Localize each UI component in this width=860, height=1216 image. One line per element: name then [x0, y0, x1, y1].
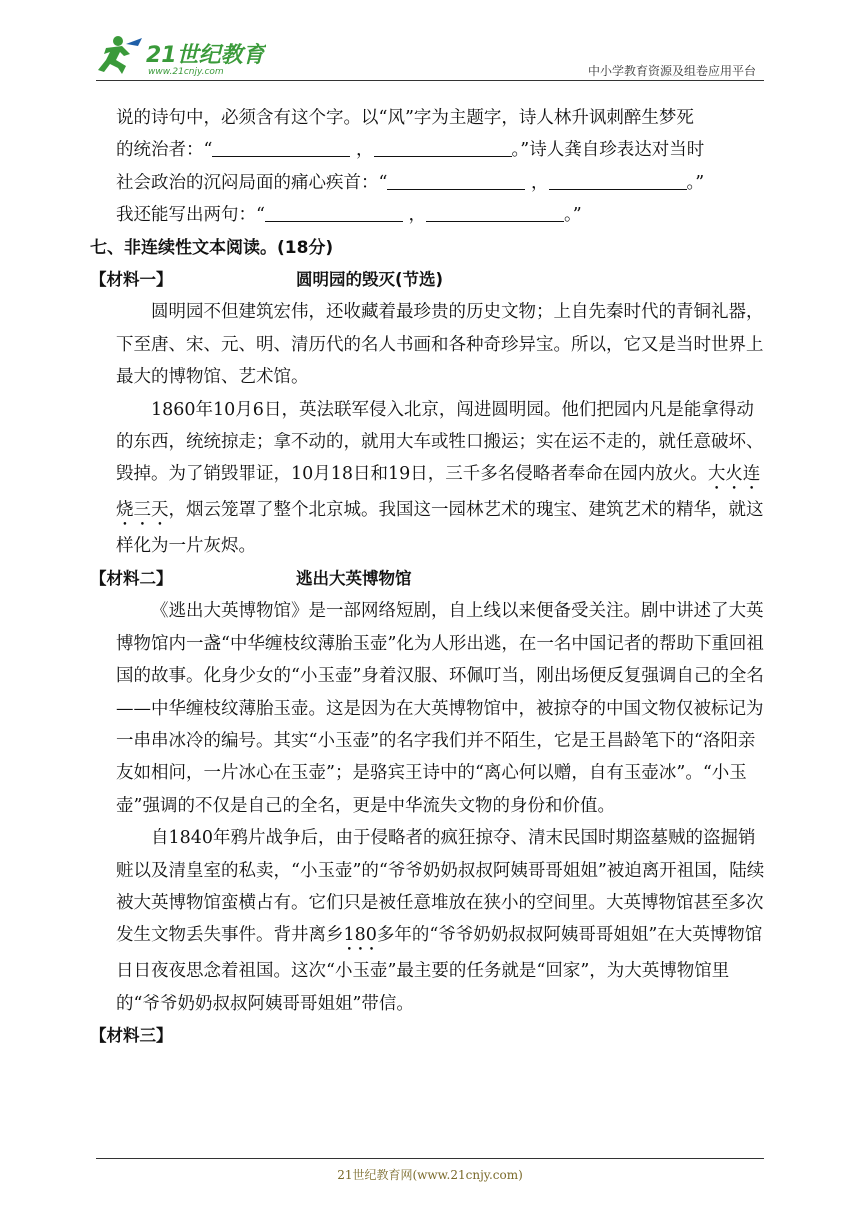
- poem-line-4: 我还能写出两句：“ ， 。”: [116, 205, 582, 226]
- paragraph: 1860年10月6日，英法联军侵入北京，闯进圆明园。他们把园内凡是能拿得动的东西，统统掠走；拿不动的，就用大车或牲口搬运；实在运不走的，就任意破坏、毁掉。为了销毁罪证，10月18日和19日，三千多名侵略者奉命在园内放火。大火连烧三天，烟云笼罩了整个北京城。我国这一园林艺术的瑰宝、建筑艺术的精华，就这样化为一片灰烬。: [116, 399, 764, 557]
- header-divider: [96, 80, 764, 81]
- site-logo: [96, 34, 266, 78]
- paragraph: 《逃出大英博物馆》是一部网络短剧，自上线以来便备受关注。剧中讲述了大英博物馆内一盏“中华缠枝纹薄胎玉壶”化为人形出逃，在一名中国记者的帮助下重回祖国的故事。化身少女的“小玉壶”身着汉服、环佩叮当，刚出场便反复强调自己的全名——中华缠枝纹薄胎玉壶。这是因为在大英博物馆中，被掠夺的中国文物仅被标记为一串串冰冷的编号。其实“小玉壶”的名字我们并不陌生，它是王昌龄笔下的“洛阳亲友如相问，一片冰心在玉壶”；是骆宾王诗中的“离心何以赠，自有玉壶冰”。“小玉壶”强调的不仅是自己的全名，更是中华流失文物的身份和价值。: [116, 601, 764, 816]
- page-footer: 21世纪教育网(www.21cnjy.com): [337, 1168, 523, 1182]
- material-label: 【材料二】: [90, 568, 173, 588]
- emphasized-text: 大火连烧三天: [116, 464, 761, 521]
- answer-blank[interactable]: [265, 203, 403, 222]
- material-label: 【材料一】: [90, 270, 173, 290]
- poem-line-1: 说的诗句中，必须含有这个字。以“风”字为主题字，诗人林升讽刺醉生梦死: [116, 108, 694, 128]
- material-title: 逃出大英博物馆: [296, 568, 412, 588]
- answer-blank[interactable]: [549, 171, 687, 190]
- answer-blank[interactable]: [426, 203, 564, 222]
- answer-blank[interactable]: [374, 138, 512, 157]
- section-heading: 七、非连续性文本阅读。(18分): [90, 237, 334, 258]
- emphasized-text: 180: [343, 925, 377, 946]
- svg-text:www.21cnjy.com: www.21cnjy.com: [148, 67, 224, 77]
- material-header: [90, 1020, 766, 1052]
- material-label: 【材料三】: [90, 1026, 173, 1046]
- material-header: [90, 264, 766, 296]
- paragraph: 圆明园不但建筑宏伟，还收藏着最珍贵的历史文物；上自先秦时代的青铜礼器，下至唐、宋、元、明、清历代的名人书画和各种奇珍异宝。所以，它又是当时世界上最大的博物馆、艺术馆。: [116, 302, 764, 388]
- poem-line-2: 的统治者：“ ， 。”诗人龚自珍表达对当时: [116, 140, 705, 161]
- material-title: 圆明园的毁灭(节选): [296, 270, 444, 290]
- footer-divider: [96, 1158, 764, 1159]
- paragraph: 自1840年鸦片战争后，由于侵略者的疯狂掠夺、清末民国时期盗墓贼的盗掘销赃以及清皇室的私卖，“小玉壶”的“爷爷奶奶叔叔阿姨哥哥姐姐”被迫离开祖国，陆续被大英博物馆蛮横占有。它们只是被任意堆放在狭小的空间里。大英博物馆甚至多次发生文物丢失事件。背井离乡180多年的“爷爷奶奶叔叔阿姨哥哥姐姐”在大英博物馆日日夜夜思念着祖国。这次“小玉壶”最主要的任务就是“回家”，为大英博物馆里的“爷爷奶奶叔叔阿姨哥哥姐姐”带信。: [116, 828, 765, 1014]
- poem-line-3: 社会政治的沉闷局面的痛心疾首：“ ， 。”: [116, 172, 705, 193]
- answer-blank[interactable]: [212, 138, 350, 157]
- answer-blank[interactable]: [387, 171, 525, 190]
- page-header: [96, 34, 764, 82]
- material-header: [90, 563, 766, 595]
- platform-name: 中小学教育资源及组卷应用平台: [587, 64, 756, 78]
- svg-text:21世纪教育: 21世纪教育: [146, 43, 265, 68]
- document-body: [90, 102, 766, 1053]
